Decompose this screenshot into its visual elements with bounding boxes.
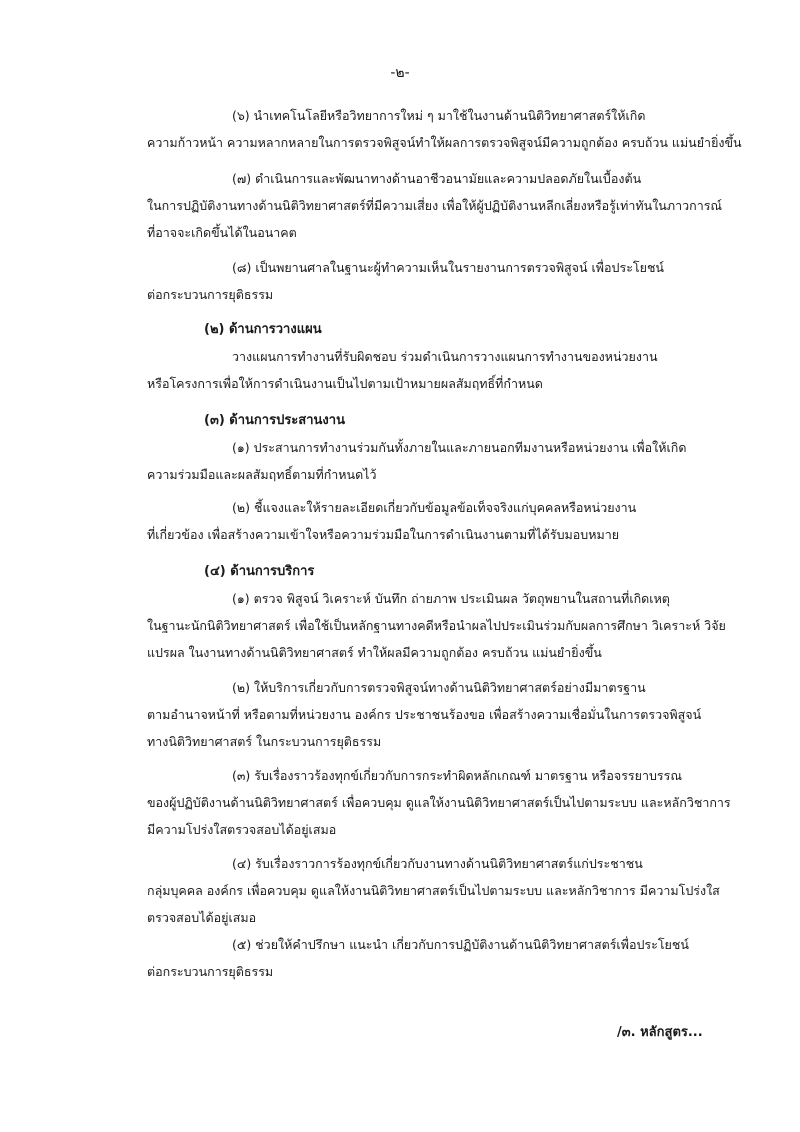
text-line: (๓) รับเรื่องราวร้องทุกข์เกี่ยวกับการกระทำผิดหลักเกณฑ์ มาตรฐาน หรือจรรยาบรรณ xyxy=(232,768,682,783)
text-line: ในฐานะนักนิติวิทยาศาสตร์ เพื่อใช้เป็นหลักฐานทางคดีหรือนำผลไปประเมินร่วมกับผลการศึกษา วิเคราะห์ วิจัย xyxy=(147,618,726,633)
text-line: (๒) ชี้แจงและให้รายละเอียดเกี่ยวกับข้อมูลข้อเท็จจริงแก่บุคคลหรือหน่วยงาน xyxy=(232,500,637,515)
text-line: ต่อกระบวนการยุติธรรม xyxy=(147,287,274,302)
text-line: (๑) ตรวจ พิสูจน์ วิเคราะห์ บันทึก ถ่ายภาพ ประเมินผล วัตถุพยานในสถานที่เกิดเหตุ xyxy=(232,591,670,606)
section-heading: (๔) ด้านการบริการ xyxy=(204,564,315,579)
text-line: (๔) รับเรื่องราวการร้องทุกข์เกี่ยวกับงานทางด้านนิติวิทยาศาสตร์แก่ประชาชน xyxy=(232,856,643,871)
text-line: ที่เกี่ยวข้อง เพื่อสร้างความเข้าใจหรือความร่วมมือในการดำเนินงานตามที่ได้รับมอบหมาย xyxy=(147,527,620,542)
text-line: (๘) เป็นพยานศาลในฐานะผู้ทำความเห็นในรายงานการตรวจพิสูจน์ เพื่อประโยชน์ xyxy=(232,260,664,275)
text-line: ความร่วมมือและผลสัมฤทธิ์ตามที่กำหนดไว้ xyxy=(147,467,377,482)
continuation-footer: /๓. หลักสูตร... xyxy=(617,1025,703,1040)
text-line: ความก้าวหน้า ความหลากหลายในการตรวจพิสูจน์ทำให้ผลการตรวจพิสูจน์มีความถูกต้อง ครบถ้วน แม่นยำยิ่งขึ้น xyxy=(147,135,742,150)
text-line: ตรวจสอบได้อยู่เสมอ xyxy=(147,910,257,925)
text-line: วางแผนการทำงานที่รับผิดชอบ ร่วมดำเนินการวางแผนการทำงานของหน่วยงาน xyxy=(232,349,658,364)
page-number: -๒- xyxy=(390,65,410,81)
section-heading: (๒) ด้านการวางแผน xyxy=(204,322,322,337)
text-line: (๕) ช่วยให้คำปรึกษา แนะนำ เกี่ยวกับการปฏิบัติงานด้านนิติวิทยาศาสตร์เพื่อประโยชน์ xyxy=(232,937,689,952)
text-line: ตามอำนาจหน้าที่ หรือตามที่หน่วยงาน องค์กร ประชาชนร้องขอ เพื่อสร้างความเชื่อมั่นในการตรวจพิสูจน์ xyxy=(147,707,702,722)
text-line: หรือโครงการเพื่อให้การดำเนินงานเป็นไปตามเป้าหมายผลสัมฤทธิ์ที่กำหนด xyxy=(147,376,543,391)
text-line: (๒) ให้บริการเกี่ยวกับการตรวจพิสูจน์ทางด้านนิติวิทยาศาสตร์อย่างมีมาตรฐาน xyxy=(232,680,646,695)
text-line: ต่อกระบวนการยุติธรรม xyxy=(147,964,274,979)
text-line: (๑) ประสานการทำงานร่วมกันทั้งภายในและภายนอกทีมงานหรือหน่วยงาน เพื่อให้เกิด xyxy=(232,440,687,455)
text-line: ของผู้ปฏิบัติงานด้านนิติวิทยาศาสตร์ เพื่อควบคุม ดูแลให้งานนิติวิทยาศาสตร์เป็นไปตามระบบ และหลักวิชาการ xyxy=(147,795,731,810)
text-line: แปรผล ในงานทางด้านนิติวิทยาศาสตร์ ทำให้ผลมีความถูกต้อง ครบถ้วน แม่นยำยิ่งขึ้น xyxy=(147,645,602,660)
text-line: ทางนิติวิทยาศาสตร์ ในกระบวนการยุติธรรม xyxy=(147,734,382,749)
section-heading: (๓) ด้านการประสานงาน xyxy=(204,413,345,428)
text-line: ที่อาจจะเกิดขึ้นได้ในอนาคต xyxy=(147,225,297,240)
text-line: (๗) ดำเนินการและพัฒนาทางด้านอาชีวอนามัยและความปลอดภัยในเบื้องต้น xyxy=(232,171,642,186)
text-line: กลุ่มบุคคล องค์กร เพื่อควบคุม ดูแลให้งานนิติวิทยาศาสตร์เป็นไปตามระบบ และหลักวิชาการ มีความโปร่งใส xyxy=(147,883,720,898)
text-line: ในการปฏิบัติงานทางด้านนิติวิทยาศาสตร์ที่มีความเสี่ยง เพื่อให้ผู้ปฏิบัติงานหลีกเลี่ยงหรือรู้เท่าทันในภาวการณ์ xyxy=(147,198,723,213)
text-line: (๖) นำเทคโนโลยีหรือวิทยาการใหม่ ๆ มาใช้ในงานด้านนิติวิทยาศาสตร์ให้เกิด xyxy=(232,108,646,123)
text-line: มีความโปร่งใสตรวจสอบได้อยู่เสมอ xyxy=(147,822,337,837)
